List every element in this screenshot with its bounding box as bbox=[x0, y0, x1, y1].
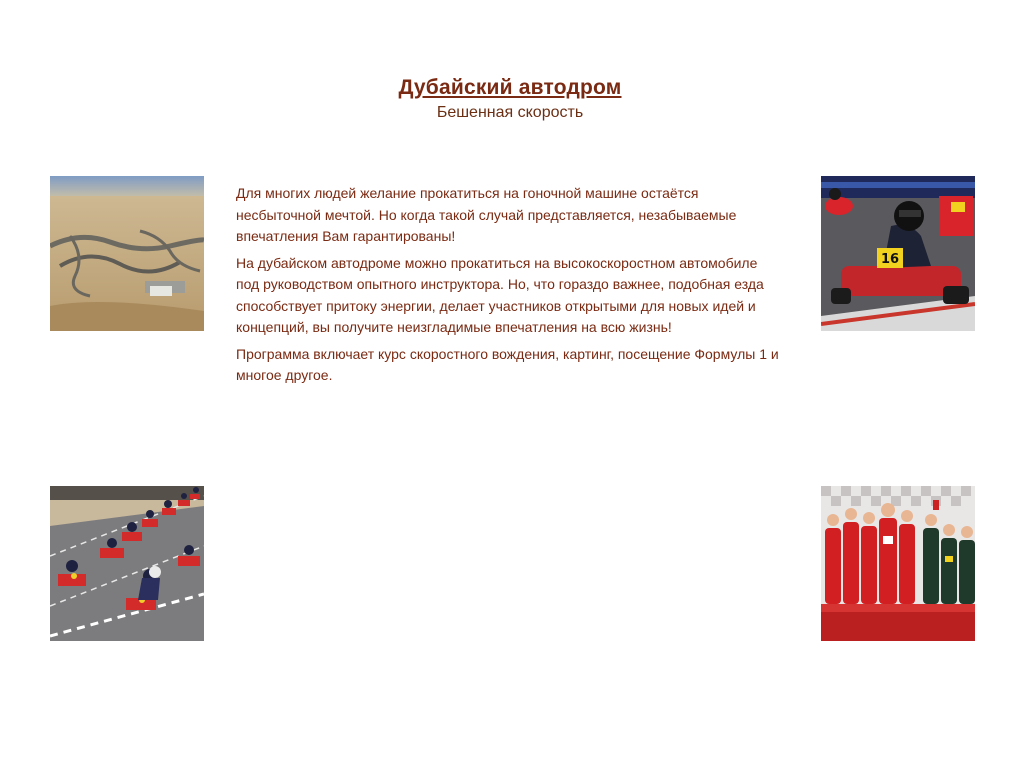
kart-race-photo bbox=[50, 486, 204, 641]
slide-subtitle: Бешенная скорость bbox=[436, 104, 584, 121]
aerial-track-photo bbox=[50, 176, 204, 331]
kart-number-label: 16 bbox=[880, 252, 900, 267]
paragraph-instructor: На дубайском автодроме можно прокатиться на высокоскоростном автомобиле под руководством опытного инструктора. Но, что гораздо важнее, подобная езда способствует притоку энергии, делает участников открытыми для новых идей и концепций, вы получите неизгладимые впечатления на всю жизнь! bbox=[236, 254, 764, 335]
podium-team-photo bbox=[821, 486, 975, 641]
paragraph-intro: Для многих людей желание прокатиться на гоночной машине остаётся несбыточной мечтой. Но когда такой случай представляется, незабываемые впечатления Вам гарантированы! bbox=[236, 185, 737, 244]
paragraph-program: Программа включает курс скоростного вождения, картинг, посещение Формулы 1 и многое другое. bbox=[236, 345, 779, 383]
body-text bbox=[236, 183, 784, 392]
gokart-driver-photo bbox=[821, 176, 975, 331]
slide-title: Дубайский автодром bbox=[398, 76, 622, 99]
